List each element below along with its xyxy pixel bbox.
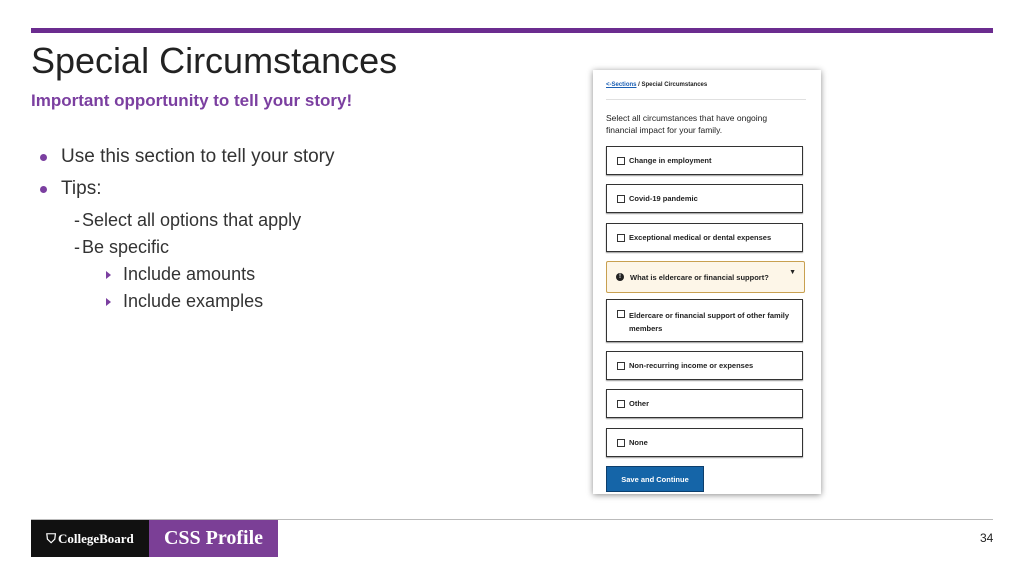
bullet-item xyxy=(38,178,335,200)
top-accent-bar xyxy=(31,28,993,33)
checkbox-icon[interactable] xyxy=(617,195,625,203)
checkbox-icon[interactable] xyxy=(617,400,625,408)
sub-bullet-text: Select all options that apply xyxy=(82,210,302,230)
bullet-text: Tips: xyxy=(61,178,102,199)
breadcrumb-sections-link[interactable]: <-Sections xyxy=(606,82,637,88)
divider xyxy=(606,99,806,100)
slide-title: Special Circumstances xyxy=(31,40,398,81)
sub-bullet-item xyxy=(74,210,335,231)
dash-icon: - xyxy=(74,210,80,230)
save-and-continue-button[interactable]: Save and Continue xyxy=(606,466,704,492)
checkbox-icon[interactable] xyxy=(617,234,625,242)
option-medical-dental-expenses[interactable] xyxy=(606,223,803,252)
triangle-bullet-icon xyxy=(106,298,111,306)
slide-subtitle: Important opportunity to tell your story! xyxy=(31,91,353,110)
option-none[interactable] xyxy=(606,428,803,457)
breadcrumb xyxy=(606,82,707,88)
eldercare-info-toggle[interactable] xyxy=(606,261,805,293)
option-other[interactable] xyxy=(606,389,803,418)
option-eldercare-support[interactable] xyxy=(606,299,803,342)
checkbox-icon[interactable] xyxy=(617,439,625,447)
option-label: Change in employment xyxy=(629,156,712,165)
css-profile-logo: CSS Profile xyxy=(149,520,278,557)
caret-down-icon: ▼ xyxy=(789,269,796,276)
checkbox-icon[interactable] xyxy=(617,310,625,318)
bullet-list xyxy=(38,146,335,318)
sub-sub-bullet-text: Include amounts xyxy=(123,264,256,284)
sub-bullet-item xyxy=(74,237,335,258)
option-label: Exceptional medical or dental expenses xyxy=(629,233,772,242)
checkbox-icon[interactable] xyxy=(617,157,625,165)
info-prompt-text: What is eldercare or financial support? xyxy=(630,272,769,282)
option-label: Eldercare or financial support of other family members xyxy=(629,311,790,333)
sub-sub-bullet-text: Include examples xyxy=(123,291,264,311)
bullet-dot-icon xyxy=(40,186,47,193)
info-icon: ! xyxy=(616,273,624,281)
collegeboard-logo-text: CollegeBoard xyxy=(57,530,134,546)
option-label: None xyxy=(629,438,648,447)
option-change-in-employment[interactable] xyxy=(606,146,803,175)
acorn-shield-icon: ⛉ xyxy=(46,530,56,546)
triangle-bullet-icon xyxy=(106,271,111,279)
checkbox-icon[interactable] xyxy=(617,362,625,370)
bullet-text: Use this section to tell your story xyxy=(61,146,335,167)
form-screenshot xyxy=(593,70,821,494)
page-number: 34 xyxy=(980,531,994,545)
collegeboard-logo xyxy=(31,520,149,557)
bullet-item xyxy=(38,146,335,168)
option-label: Non-recurring income or expenses xyxy=(629,361,754,370)
option-non-recurring-income[interactable] xyxy=(606,351,803,380)
sub-sub-bullet-item xyxy=(106,291,335,312)
sub-bullet-text: Be specific xyxy=(82,237,170,257)
option-covid-19-pandemic[interactable] xyxy=(606,184,803,213)
option-label: Covid-19 pandemic xyxy=(629,194,698,203)
option-label: Other xyxy=(629,399,650,408)
form-intro-text: Select all circumstances that have ongoing financial impact for your family. xyxy=(606,113,768,135)
dash-icon: - xyxy=(74,237,80,257)
breadcrumb-current: / Special Circumstances xyxy=(636,82,708,88)
bullet-dot-icon xyxy=(40,154,47,161)
sub-sub-bullet-item xyxy=(106,264,335,285)
